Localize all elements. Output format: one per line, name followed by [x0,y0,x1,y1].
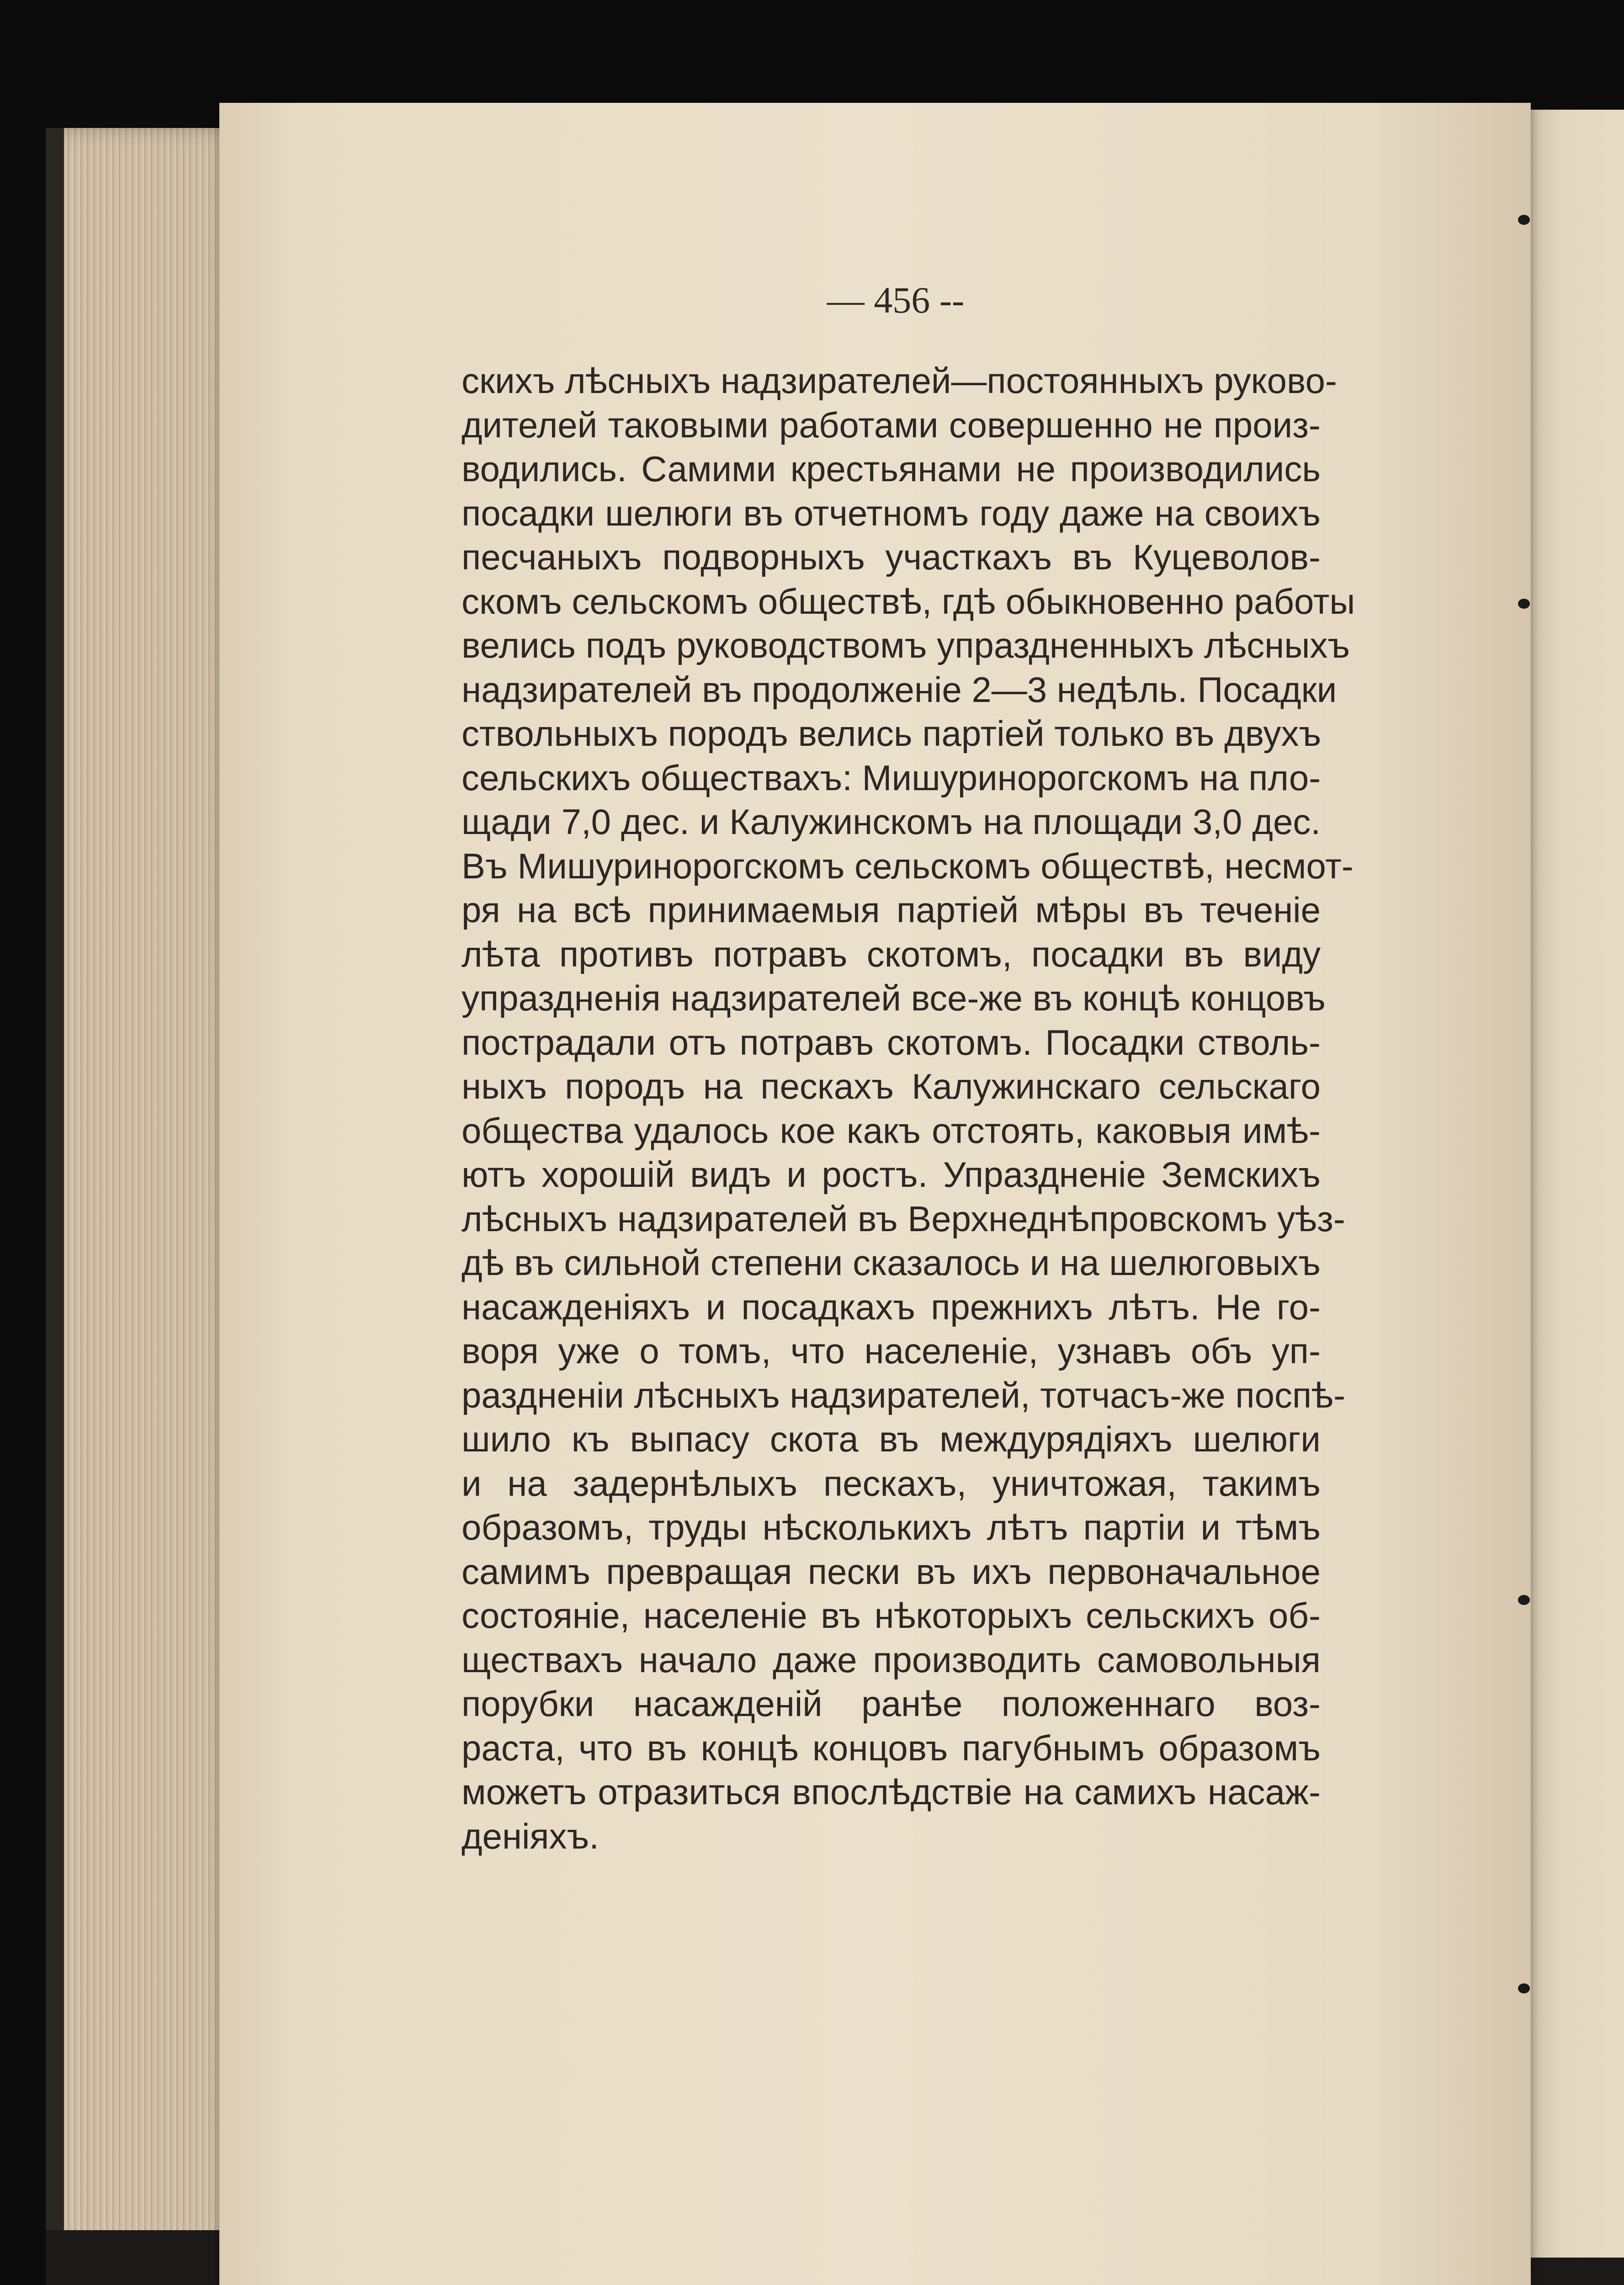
text-line: дѣ въ сильной степени сказалось и на шелюговыхъ [462,1243,1321,1283]
text-line: лѣсныхъ надзирателей въ Верхнеднѣпровскомъ уѣз- [462,1198,1345,1239]
text-line: ютъ хорошій видъ и ростъ. Упраздненіе Земскихъ [462,1154,1321,1195]
text-line: самимъ превращая пески въ ихъ первоначальное [462,1551,1321,1592]
text-line: сельскихъ обществахъ: Мишуринорогскомъ на пло- [462,757,1321,798]
page-clip-icon [1518,599,1530,609]
text-line: водились. Самими крестьянами не производились [462,449,1321,489]
text-line: воря уже о томъ, что населеніе, узнавъ объ уп- [462,1331,1321,1371]
text-line: ныхъ породъ на пескахъ Калужинскаго сельскаго [462,1066,1321,1106]
text-line: велись подъ руководствомъ упраздненныхъ лѣсныхъ [462,625,1350,665]
text-line: посадки шелюги въ отчетномъ году даже на своихъ [462,493,1321,533]
body-text [462,359,1355,1858]
text-line: упраздненія надзирателей все-же въ концѣ концовъ [462,978,1326,1018]
text-line: раздненіи лѣсныхъ надзирателей, тотчасъ-же поспѣ- [462,1375,1346,1415]
text-line: шило къ выпасу скота въ междурядіяхъ шелюги [462,1419,1321,1459]
text-line: образомъ, труды нѣсколькихъ лѣтъ партіи и тѣмъ [462,1507,1321,1547]
page-clip-icon [1518,1595,1530,1605]
text-line: Въ Мишуринорогскомъ сельскомъ обществѣ, несмот- [462,845,1353,886]
text-line: надзирателей въ продолженіе 2—3 недѣль. Посадки [462,669,1337,710]
text-line: раста, что въ концѣ концовъ пагубнымъ образомъ [462,1727,1321,1768]
text-line: можетъ отразиться впослѣдствіе на самихъ насаж- [462,1772,1321,1812]
text-line: общества удалось кое какъ отстоять, каковыя имѣ- [462,1110,1321,1151]
facing-page [1522,110,1624,2258]
page-clip-icon [1518,215,1530,225]
page-clip-icon [1518,1983,1530,1993]
text-line: деніяхъ. [462,1816,599,1856]
text-line: дителей таковыми работами совершенно не произ- [462,404,1321,445]
text-line: песчаныхъ подворныхъ участкахъ въ Куцеволов- [462,537,1321,577]
text-line: ря на всѣ принимаемыя партіей мѣры въ теченіе [462,890,1321,930]
text-line: состояніе, населеніе въ нѣкоторыхъ сельскихъ об- [462,1595,1321,1636]
text-line: ствольныхъ породъ велись партіей только въ двухъ [462,713,1321,754]
text-line: пострадали отъ потравъ скотомъ. Посадки стволь- [462,1022,1321,1063]
text-line: порубки насажденій ранѣе положеннаго воз- [462,1684,1321,1724]
text-line: лѣта противъ потравъ скотомъ, посадки въ виду [462,934,1321,974]
text-line: ществахъ начало даже производить самовольныя [462,1639,1321,1680]
text-line: и на задернѣлыхъ пескахъ, уничтожая, такимъ [462,1463,1321,1504]
text-line: насажденіяхъ и посадкахъ прежнихъ лѣтъ. Не го- [462,1286,1321,1327]
text-line: скомъ сельскомъ обществѣ, гдѣ обыкновенно работы [462,581,1355,622]
text-line: щади 7,0 дес. и Калужинскомъ на площади 3,0 дес. [462,802,1321,842]
text-line: скихъ лѣсныхъ надзирателей—постоянныхъ руково- [462,361,1337,401]
page-number: — 456 -- [827,279,965,321]
